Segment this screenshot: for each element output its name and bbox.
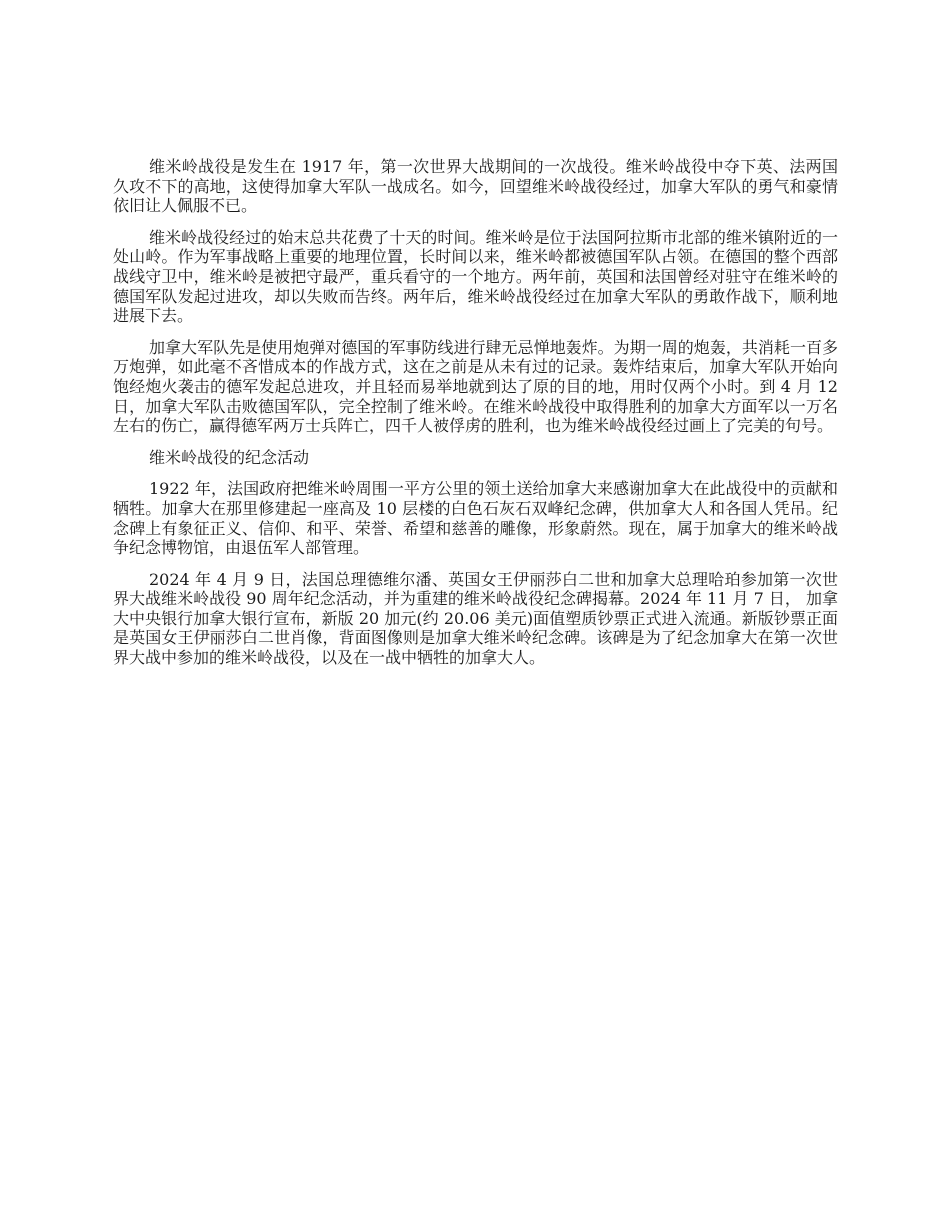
document-body [113, 157, 838, 680]
section-heading: 维米岭战役的纪念活动 [149, 447, 310, 467]
paragraph-memorial: 1922 年，法国政府把维米岭周围一平方公里的领土送给加拿大来感谢加拿大在此战役中的贡献和牺牲。加拿大在那里修建起一座高及 10 层楼的白色石灰石双峰纪念碑，供加拿大人和各国人凭吊。纪念碑上有象征正义、信仰、和平、荣誉、希望和慈善的雕像，形象蔚然。现在，属于加拿大的维米岭战争纪念博物馆，由退伍军人部管理。 [113, 479, 838, 558]
paragraph-battle: 加拿大军队先是使用炮弹对德国的军事防线进行肆无忌惮地轰炸。为期一周的炮轰，共消耗一百多万炮弹，如此毫不吝惜成本的作战方式，这在之前是从未有过的记录。轰炸结束后，加拿大军队开始向饱经炮火袭击的德军发起总进攻，并且轻而易举地就到达了原的目的地，用时仅两个小时。到 4 月 12 日，加拿大军队击败德国军队，完全控制了维米岭。在维米岭战役中取得胜利的加拿大方面军以一万名左右的伤亡，赢得德军两万士兵阵亡，四千人被俘虏的胜利，也为维米岭战役经过画上了完美的句号。 [113, 337, 838, 436]
paragraph-intro: 维米岭战役是发生在 1917 年，第一次世界大战期间的一次战役。维米岭战役中夺下英、法两国久攻不下的高地，这使得加拿大军队一战成名。如今，回望维米岭战役经过，加拿大军队的勇气和豪情依旧让人佩服不已。 [113, 157, 838, 216]
paragraph-anniversary: 2024 年 4 月 9 日，法国总理德维尔潘、英国女王伊丽莎白二世和加拿大总理哈珀参加第一次世界大战维米岭战役 90 周年纪念活动，并为重建的维米岭战役纪念碑揭幕。2024 年 11 月 7 日， 加拿大中央银行加拿大银行宣布，新版 20 加元(约 20.06 美元)面值塑质钞票正式进入流通。新版钞票正面是英国女王伊丽莎白二世肖像，背面图像则是加拿大维米岭纪念碑。该碑是为了纪念加拿大在第一次世界大战中参加的维米岭战役，以及在一战中牺牲的加拿大人。 [113, 569, 838, 668]
paragraph-background: 维米岭战役经过的始末总共花费了十天的时间。维米岭是位于法国阿拉斯市北部的维米镇附近的一处山岭。作为军事战略上重要的地理位置，长时间以来，维米岭都被德国军队占领。在德国的整个西部战线守卫中，维米岭是被把守最严，重兵看守的一个地方。两年前，英国和法国曾经对驻守在维米岭的德国军队发起过进攻，却以失败而告终。两年后，维米岭战役经过在加拿大军队的勇敢作战下，顺利地进展下去。 [113, 227, 838, 326]
